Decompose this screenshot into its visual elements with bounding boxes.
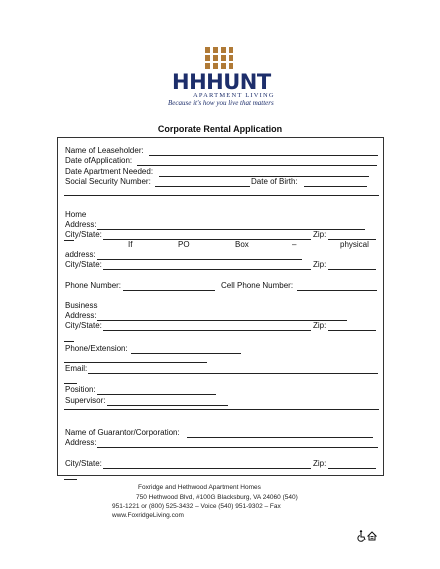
- equal-housing-icon: [368, 532, 376, 540]
- field-guarantor[interactable]: [187, 437, 373, 438]
- field-physical-zip[interactable]: [328, 269, 376, 270]
- field-guarantor-address[interactable]: [97, 447, 378, 448]
- footer-line-1: Foxridge and Hethwood Apartment Homes: [138, 484, 261, 491]
- field-home-city-state[interactable]: [103, 239, 311, 240]
- label-date-of-birth: Date of Birth:: [251, 177, 298, 186]
- label-business-zip: Zip:: [313, 321, 327, 330]
- short-line: [64, 341, 74, 342]
- field-cell-phone-number[interactable]: [297, 290, 377, 291]
- short-line: [64, 479, 77, 480]
- field-date-of-birth[interactable]: [304, 186, 367, 187]
- short-line: [64, 240, 74, 241]
- label-home: Home: [65, 210, 87, 219]
- brand-subtitle: APARTMENT LIVING: [193, 92, 275, 99]
- field-position[interactable]: [97, 394, 216, 395]
- label-guarantor: Name of Guarantor/Corporation:: [65, 428, 180, 437]
- label-physical-address: address:: [65, 250, 96, 259]
- po-word-dash: –: [292, 240, 297, 249]
- label-position: Position:: [65, 385, 96, 394]
- label-phone-extension: Phone/Extension:: [65, 344, 128, 353]
- form-title: Corporate Rental Application: [157, 124, 283, 134]
- label-physical-zip: Zip:: [313, 260, 327, 269]
- separator-line: [64, 409, 379, 410]
- label-business: Business: [65, 301, 98, 310]
- label-home-zip: Zip:: [313, 230, 327, 239]
- logo-mark-icon: [205, 47, 233, 71]
- field-date-of-application[interactable]: [137, 165, 377, 166]
- field-phone-number[interactable]: [123, 290, 215, 291]
- field-email[interactable]: [88, 373, 378, 374]
- label-guarantor-zip: Zip:: [313, 459, 327, 468]
- label-email: Email:: [65, 364, 88, 373]
- label-guarantor-city-state: City/State:: [65, 459, 102, 468]
- wheelchair-icon: [358, 530, 365, 541]
- label-guarantor-address: Address:: [65, 438, 97, 447]
- label-home-address: Address:: [65, 220, 97, 229]
- label-cell-phone-number: Cell Phone Number:: [221, 281, 294, 290]
- field-business-city-state[interactable]: [103, 330, 311, 331]
- field-supervisor[interactable]: [107, 405, 228, 406]
- footer-icons: [357, 529, 377, 541]
- label-social-security-number: Social Security Number:: [65, 177, 151, 186]
- po-word-box: Box: [235, 240, 249, 249]
- field-guarantor-zip[interactable]: [328, 468, 376, 469]
- po-word-if: If: [128, 240, 133, 249]
- po-word-po: PO: [178, 240, 190, 249]
- field-business-zip[interactable]: [328, 330, 376, 331]
- field-name-of-leaseholder[interactable]: [149, 155, 378, 156]
- footer-line-4: www.FoxridgeLiving.com: [112, 512, 184, 519]
- label-date-of-application: Date ofApplication:: [65, 156, 133, 165]
- label-supervisor: Supervisor:: [65, 396, 106, 405]
- label-business-address: Address:: [65, 311, 97, 320]
- po-word-physical: physical: [340, 240, 369, 249]
- brand-logo-text: HHHUNT: [172, 70, 271, 94]
- footer-line-2: 750 Hethwood Blvd, #100G Blacksburg, VA 24060 (540): [136, 494, 298, 501]
- field-physical-city-state[interactable]: [103, 269, 311, 270]
- separator-line: [64, 195, 379, 196]
- field-physical-address[interactable]: [97, 259, 302, 260]
- field-guarantor-city-state[interactable]: [103, 468, 311, 469]
- footer-line-3: 951-1221 or (800) 525-3432 – Voice (540) 951-9302 – Fax: [112, 503, 281, 510]
- brand-tagline: Because it's how you live that matters: [168, 99, 274, 107]
- short-line: [64, 383, 77, 384]
- label-phone-number: Phone Number:: [65, 281, 122, 290]
- field-extra-line[interactable]: [64, 362, 207, 363]
- label-home-city-state: City/State:: [65, 230, 102, 239]
- label-name-of-leaseholder: Name of Leaseholder:: [65, 146, 144, 155]
- label-date-apartment-needed: Date Apartment Needed:: [65, 167, 154, 176]
- field-business-address[interactable]: [97, 320, 347, 321]
- label-physical-city-state: City/State:: [65, 260, 102, 269]
- field-social-security-number[interactable]: [155, 186, 250, 187]
- field-phone-extension[interactable]: [131, 353, 241, 354]
- form-frame: [57, 137, 384, 476]
- label-business-city-state: City/State:: [65, 321, 102, 330]
